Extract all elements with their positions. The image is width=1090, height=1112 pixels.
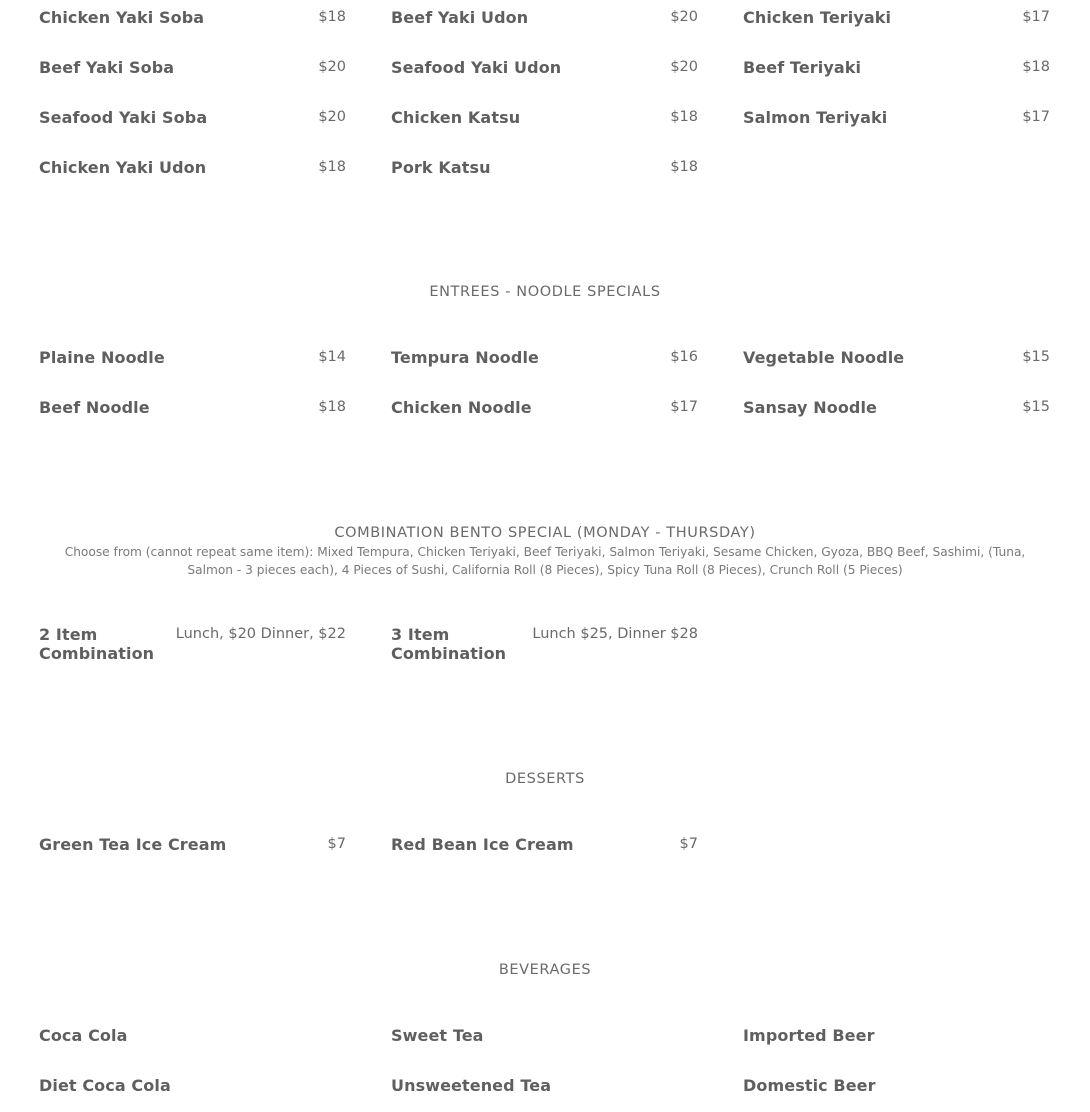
menu-item [743,398,1050,438]
menu-item-name: Sansay Noodle [743,398,878,417]
menu-item-price: $17 [1022,109,1050,125]
menu-item-name: 2 Item Combination [39,625,155,663]
menu-item-name: Coca Cola [39,1026,128,1045]
section-title-desserts: DESSERTS [505,771,585,787]
menu-item-name: Diet Coca Cola [39,1076,171,1095]
menu-item [391,108,698,148]
menu-item-name: Beef Yaki Udon [391,8,529,27]
menu-item-name: Seafood Yaki Soba [39,108,208,127]
menu-item [391,398,698,438]
menu-item [39,108,346,148]
menu-item [39,835,346,875]
menu-item [743,8,1050,48]
menu-item-price: $18 [670,159,698,175]
menu-item-price: $18 [318,9,346,25]
menu-item-name: Chicken Yaki Udon [39,158,207,177]
menu-item [391,835,698,875]
menu-item-price: $7 [327,836,346,852]
menu-item [39,625,346,665]
menu-item [39,58,346,98]
menu-item-price: $17 [670,399,698,415]
menu-item-price: $18 [670,109,698,125]
menu-item-name: Pork Katsu [391,158,491,177]
menu-item-price: $7 [679,836,698,852]
menu-item [391,8,698,48]
menu-item-price: $18 [1022,59,1050,75]
menu-item-price: $20 [670,9,698,25]
menu-item-price: $20 [318,59,346,75]
menu-item [391,1026,698,1066]
menu-item [743,108,1050,148]
menu-item-name: Vegetable Noodle [743,348,905,367]
menu-item [39,348,346,388]
menu-item [391,58,698,98]
menu-item-name: Seafood Yaki Udon [391,58,562,77]
menu-item-price: $18 [318,159,346,175]
menu-item-name: 3 Item Combination [391,625,507,663]
menu-item-name: Unsweetened Tea [391,1076,552,1095]
menu-item-price: $20 [318,109,346,125]
menu-item-name: Chicken Yaki Soba [39,8,205,27]
menu-item-name: Domestic Beer [743,1076,876,1095]
menu-item-name: Salmon Teriyaki [743,108,888,127]
menu-item-name: Beef Noodle [39,398,150,417]
menu-item-price: $15 [1022,349,1050,365]
menu-item-name: Tempura Noodle [391,348,539,367]
menu-item [39,1026,346,1066]
menu-item-name: Chicken Noodle [391,398,532,417]
menu-item-price: $16 [670,349,698,365]
menu-item-price: $17 [1022,9,1050,25]
menu-item-price: Lunch $25, Dinner $28 [532,626,698,642]
menu-item [391,158,698,198]
menu-item-name: Sweet Tea [391,1026,484,1045]
menu-item [391,625,698,665]
menu-item [39,8,346,48]
menu-item-name: Imported Beer [743,1026,875,1045]
section-description-bento: Choose from (cannot repeat same item): Mixed Tempura, Chicken Teriyaki, Beef Teriyaki, Salmon Teriyaki, Sesame Chicken, Gyoza, BBQ Beef, Sashimi, (Tuna, Salmon - 3 pieces each), 4 Pieces of Sushi, California Roll (8 Pieces), Spicy Tuna Roll (8 Pieces), Crunch Roll (5 Pieces) [64,545,1026,577]
menu-item [39,1076,346,1106]
menu-item-name: Green Tea Ice Cream [39,835,227,854]
menu-item-name: Beef Teriyaki [743,58,862,77]
menu-item-price: $15 [1022,399,1050,415]
section-title-bento: COMBINATION BENTO SPECIAL (MONDAY - THURSDAY) [334,525,756,541]
menu-item-name: Chicken Katsu [391,108,521,127]
menu-item-name: Beef Yaki Soba [39,58,175,77]
menu-item-price: $18 [318,399,346,415]
menu-item-name: Red Bean Ice Cream [391,835,574,854]
menu-item-price: $20 [670,59,698,75]
menu-item [391,348,698,388]
menu-item [391,1076,698,1106]
menu-item [743,1026,1050,1066]
menu-item [39,158,346,198]
section-title-noodle-specials: ENTREES - NOODLE SPECIALS [429,284,661,300]
menu-item [743,348,1050,388]
menu-item-name: Chicken Teriyaki [743,8,892,27]
menu-item-name: Plaine Noodle [39,348,165,367]
menu-item [743,58,1050,98]
menu-item-price: Lunch, $20 Dinner, $22 [175,626,346,642]
menu-item-price: $14 [318,349,346,365]
section-title-beverages: BEVERAGES [498,962,592,978]
menu-item [743,1076,1050,1106]
menu-item [39,398,346,438]
